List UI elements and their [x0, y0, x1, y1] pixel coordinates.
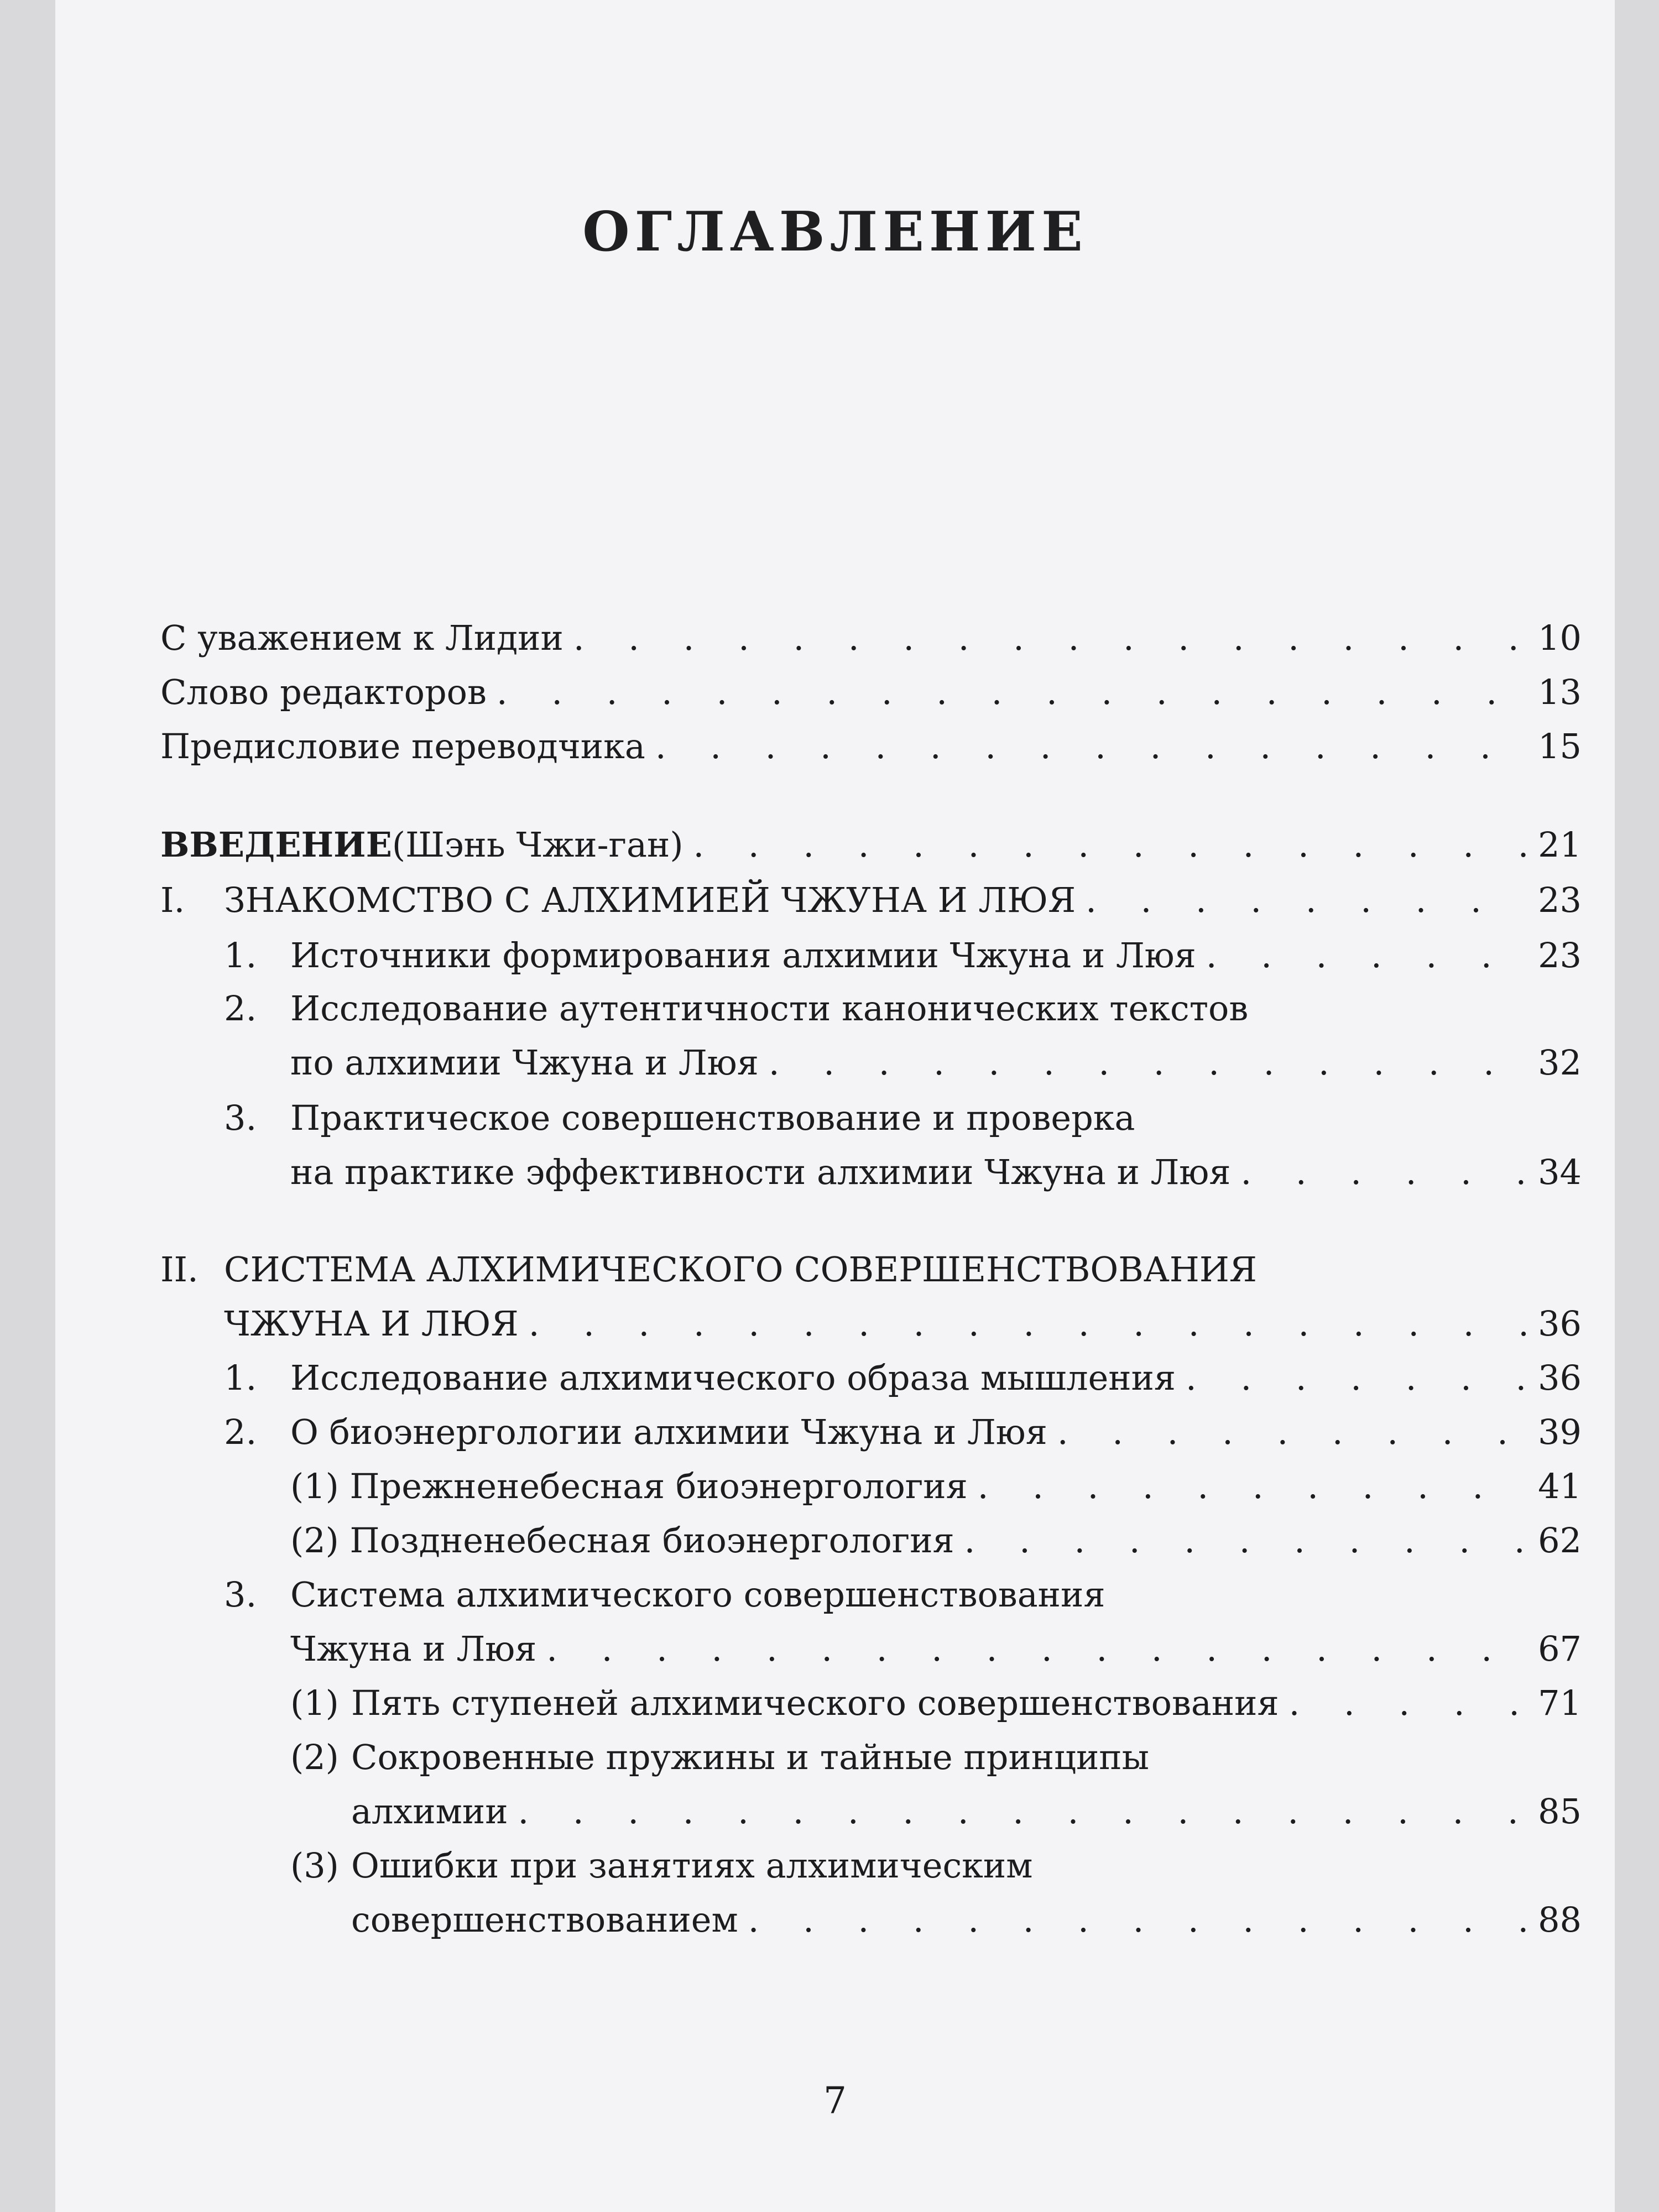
toc-entry-number: (3): [290, 1845, 339, 1886]
toc-entry: [160, 1511, 1582, 1561]
toc-entry: [160, 1565, 1582, 1615]
toc-entry: [160, 1673, 1582, 1723]
toc-entry-number: 2.: [224, 1412, 257, 1452]
toc-page-number: 71: [1538, 1683, 1582, 1723]
toc-entry-number: II.: [160, 1249, 199, 1290]
toc-entry: [160, 926, 1582, 975]
toc-entry-title: Ошибки при занятиях алхимическим: [351, 1845, 1033, 1886]
toc-entry-continuation: [160, 1294, 1582, 1344]
toc-entry: [160, 662, 1582, 712]
toc-leader-dots: [564, 618, 1526, 658]
toc-entry-title: Источники формирования алхимии Чжуна и Люя: [290, 935, 1196, 975]
toc-page-number: 88: [1538, 1900, 1582, 1940]
toc-leader-dots: [954, 1520, 1526, 1561]
toc-entry-number: 3.: [224, 1098, 257, 1138]
toc-page-number: 21: [1538, 825, 1582, 865]
toc-page-number: 41: [1538, 1466, 1582, 1506]
toc-page-number: 23: [1538, 935, 1582, 975]
toc-entry-introduction: [160, 815, 1582, 865]
toc-entry-title: алхимии: [351, 1791, 508, 1832]
toc-entry-number: 2.: [224, 988, 257, 1029]
toc-entry-number: I.: [160, 880, 185, 920]
toc-entry: [160, 717, 1582, 766]
toc-page-number: 32: [1538, 1042, 1582, 1083]
toc-entry-title: ЗНАКОМСТВО С АЛХИМИЕЙ ЧЖУНА И ЛЮЯ: [224, 880, 1076, 920]
toc-leader-dots: [487, 672, 1526, 712]
toc-leader-dots: [684, 825, 1526, 865]
book-page: [55, 0, 1615, 2212]
toc-leader-dots: [1176, 1358, 1526, 1398]
toc-leader-dots: [1230, 1152, 1526, 1192]
toc-leader-dots: [1279, 1683, 1526, 1723]
toc-leader-dots: [968, 1466, 1526, 1506]
toc-entry-title: ВВЕДЕНИЕ: [160, 825, 392, 865]
toc-entry-title: Пять ступеней алхимического совершенствования: [351, 1683, 1279, 1723]
toc-entry-title: С уважением к Лидии: [160, 618, 564, 658]
toc-entry: [160, 1728, 1582, 1777]
toc-entry-continuation: [160, 1033, 1582, 1083]
toc-page-number: 34: [1538, 1152, 1582, 1192]
toc-entry: [160, 979, 1582, 1029]
toc-leader-dots: [1196, 935, 1526, 975]
toc-page-number: 67: [1538, 1629, 1582, 1669]
toc-entry-continuation: [160, 1782, 1582, 1832]
toc-entry-author: (Шэнь Чжи-ган): [392, 825, 684, 865]
toc-entry-continuation: [160, 1890, 1582, 1940]
toc-page-number: 36: [1538, 1303, 1582, 1344]
toc-entry-number: 1.: [224, 1358, 257, 1398]
toc-entry-title: О биоэнергологии алхимии Чжуна и Люя: [290, 1412, 1047, 1452]
toc-page-number: 15: [1538, 726, 1582, 766]
toc-entry: [160, 1836, 1582, 1886]
toc-leader-dots: [519, 1303, 1526, 1344]
toc-entry-continuation: [160, 1142, 1582, 1192]
toc-entry-part-2: [160, 1240, 1582, 1290]
toc-page-number: 36: [1538, 1358, 1582, 1398]
toc-leader-dots: [536, 1629, 1526, 1669]
toc-entry-title: Сокровенные пружины и тайные принципы: [351, 1737, 1149, 1777]
toc-page-number: 62: [1538, 1520, 1582, 1561]
toc-entry-title: совершенствованием: [351, 1900, 738, 1940]
toc-entry-title: (1) Прежненебесная биоэнергология: [290, 1466, 968, 1506]
toc-entry-title: СИСТЕМА АЛХИМИЧЕСКОГО СОВЕРШЕНСТВОВАНИЯ: [224, 1249, 1257, 1290]
toc-entry: [160, 1348, 1582, 1398]
toc-entry: [160, 608, 1582, 658]
toc-entry-number: (2): [290, 1737, 339, 1777]
toc-entry-title: (2) Поздненебесная биоэнергология: [290, 1520, 954, 1561]
page-title: ОГЛАВЛЕНИЕ: [582, 200, 1088, 264]
toc-leader-dots: [738, 1900, 1526, 1940]
toc-page-number: 85: [1538, 1791, 1582, 1832]
toc-entry-number: 3.: [224, 1574, 257, 1615]
toc-page-number: 39: [1538, 1412, 1582, 1452]
toc-entry-title: Исследование аутентичности канонических текстов: [290, 988, 1249, 1029]
toc-leader-dots: [508, 1791, 1526, 1832]
toc-entry-number: 1.: [224, 935, 257, 975]
toc-page-number: 10: [1538, 618, 1582, 658]
toc-entry-title: на практике эффективности алхимии Чжуна и Люя: [290, 1152, 1231, 1192]
toc-page-number: 23: [1538, 880, 1582, 920]
toc-page-number: 13: [1538, 672, 1582, 712]
toc-entry-number: (1): [290, 1683, 339, 1723]
toc-leader-dots: [759, 1042, 1526, 1083]
toc-entry-title: Практическое совершенствование и проверка: [290, 1098, 1135, 1138]
toc-entry-continuation: [160, 1619, 1582, 1669]
toc-entry-title: Слово редакторов: [160, 672, 487, 712]
page-folio-number: 7: [823, 2079, 847, 2122]
toc-entry-title: ЧЖУНА И ЛЮЯ: [224, 1303, 519, 1344]
toc-entry-title: Система алхимического совершенствования: [290, 1574, 1105, 1615]
toc-entry-title: Чжуна и Люя: [290, 1629, 537, 1669]
toc-leader-dots: [1047, 1412, 1526, 1452]
toc-entry-title: по алхимии Чжуна и Люя: [290, 1042, 759, 1083]
toc-entry: [160, 1088, 1582, 1138]
toc-leader-dots: [645, 726, 1526, 766]
toc-entry-part-1: [160, 870, 1582, 920]
toc-entry-title: Исследование алхимического образа мышления: [290, 1358, 1176, 1398]
toc-entry: [160, 1402, 1582, 1452]
toc-entry-title: Предисловие переводчика: [160, 726, 645, 766]
toc-leader-dots: [1076, 880, 1526, 920]
toc-entry: [160, 1457, 1582, 1506]
